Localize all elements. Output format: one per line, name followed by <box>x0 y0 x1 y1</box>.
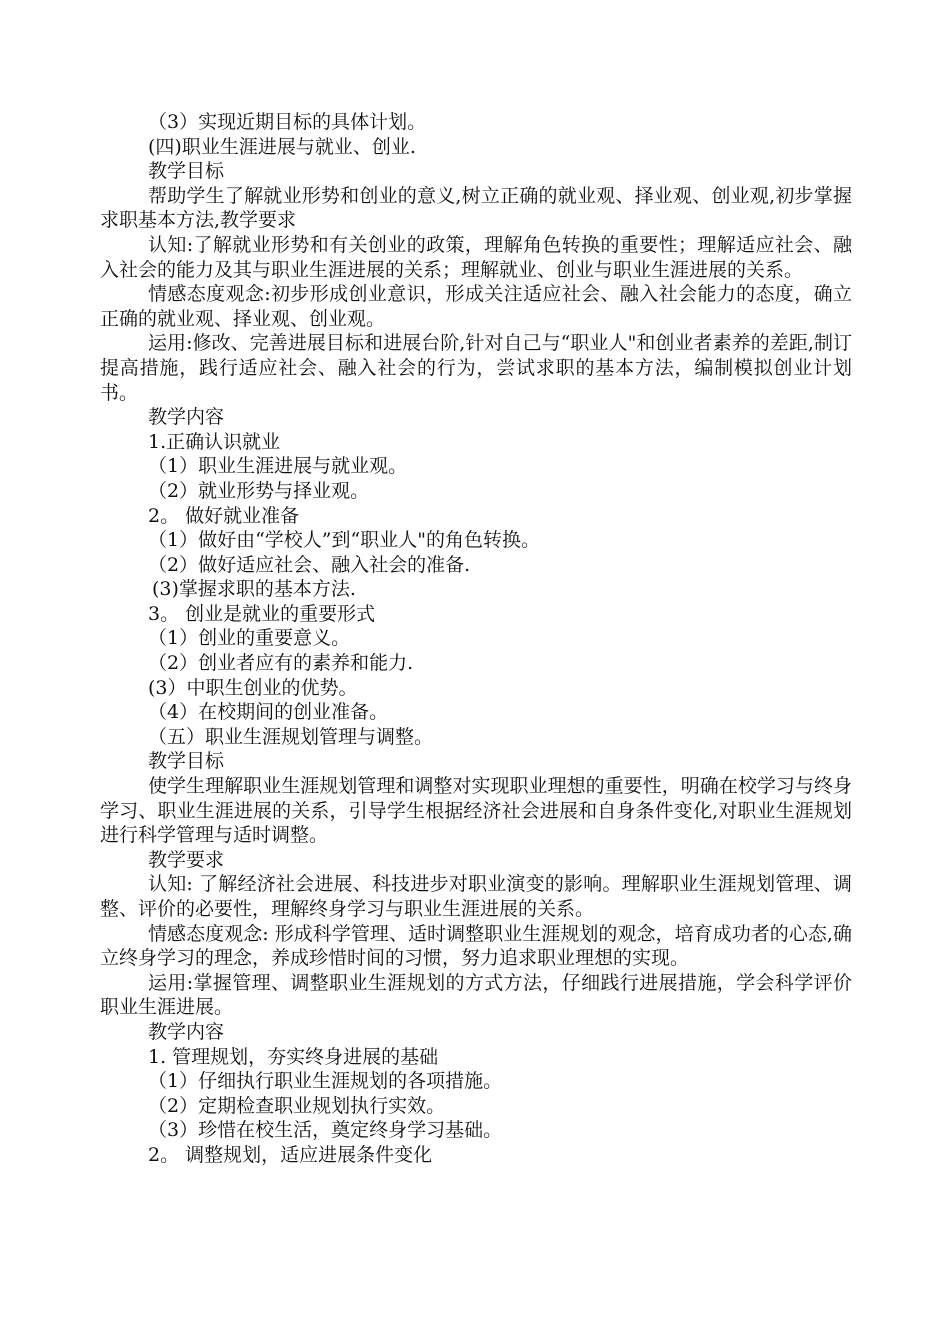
list-item: （4）在校期间的创业准备。 <box>148 701 389 724</box>
list-item: 3。 创业是就业的重要形式 <box>148 602 376 625</box>
paragraph: 情感态度观念:初步形成创业意识，形成关注适应社会、融入社会能力的态度，确立正确的就业观、择业观、创业观。 <box>100 283 852 330</box>
list-item: （1）创业的重要意义。 <box>148 627 351 650</box>
subheading: 教学内容 <box>148 406 225 429</box>
list-item: （2）就业形势与择业观。 <box>148 479 370 502</box>
paragraph: 认知:了解就业形势和有关创业的政策，理解角色转换的重要性；理解适应社会、融入社会的能力及其与职业生涯进展的关系；理解就业、创业与职业生涯进展的关系。 <box>100 233 852 281</box>
section-heading: （五）职业生涯规划管理与调整。 <box>148 725 434 748</box>
list-item: （1）职业生涯进展与就业观。 <box>148 455 408 478</box>
subheading: 教学内容 <box>148 1020 225 1043</box>
list-item: （2）做好适应社会、融入社会的准备. <box>148 553 471 576</box>
list-item: （1）做好由“学校人”到“职业人"的角色转换。 <box>148 529 540 552</box>
paragraph: 帮助学生了解就业形势和创业的意义,树立正确的就业观、择业观、创业观,初步掌握求职基本方法,教学要求 <box>100 184 852 232</box>
subheading: 教学要求 <box>148 848 225 871</box>
subheading: 教学目标 <box>148 750 225 773</box>
paragraph: 使学生理解职业生涯规划管理和调整对实现职业理想的重要性，明确在校学习与终身学习、职业生涯进展的关系，引导学生根据经济社会进展和自身条件变化,对职业生涯规划进行科学管理与适时调整。 <box>100 775 852 847</box>
list-item: （1）仔细执行职业生涯规划的各项措施。 <box>148 1070 503 1093</box>
paragraph: （3）实现近期目标的具体计划。 <box>148 111 427 133</box>
paragraph: 认知: 了解经济社会进展、科技进步对职业演变的影响。理解职业生涯规划管理、调整、评价的必要性，理解终身学习与职业生涯进展的关系。 <box>100 873 852 920</box>
list-item: (3）中职生创业的优势。 <box>148 676 358 699</box>
list-item: 2。 调整规划，适应进展条件变化 <box>148 1143 433 1166</box>
document-body <box>100 110 852 1168</box>
subheading: 教学目标 <box>148 160 225 183</box>
paragraph: 运用:修改、完善进展目标和进展台阶,针对自己与“职业人"和创业者素养的差距,制订提高措施，践行适应社会、融入社会的行为，尝试求职的基本方法，编制模拟创业计划书。 <box>100 332 852 404</box>
list-item: (3)掌握求职的基本方法. <box>152 578 356 601</box>
list-item: （2）创业者应有的素养和能力. <box>148 652 414 675</box>
list-item: 2。 做好就业准备 <box>148 504 300 527</box>
paragraph: 运用:掌握管理、调整职业生涯规划的方式方法，仔细践行进展措施，学会科学评价职业生涯进展。 <box>100 971 852 1019</box>
list-item: （3）珍惜在校生活，奠定终身学习基础。 <box>148 1119 503 1142</box>
paragraph: 情感态度观念: 形成科学管理、适时调整职业生涯规划的观念，培育成功者的心态,确立终身学习的理念，养成珍惜时间的习惯，努力追求职业理想的实现。 <box>100 922 852 970</box>
list-item: 1. 管理规划，夯实终身进展的基础 <box>148 1045 439 1068</box>
section-heading: (四)职业生涯进展与就业、创业. <box>148 135 416 158</box>
list-item: 1.正确认识就业 <box>148 430 281 453</box>
list-item: （2）定期检查职业规划执行实效。 <box>148 1094 446 1117</box>
